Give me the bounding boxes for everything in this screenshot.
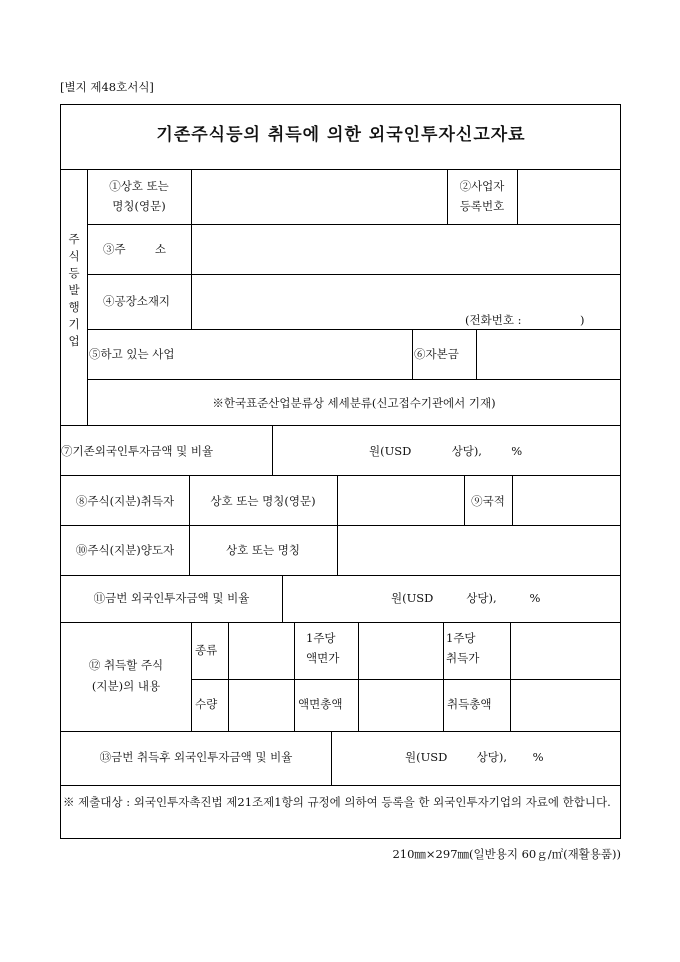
shares-label-2: (지분)의 내용 bbox=[91, 679, 161, 693]
rule-shares-col2 bbox=[228, 622, 229, 731]
nationality-label: ⑨국적 bbox=[471, 494, 505, 508]
acquisition-price-label-2: 취득가 bbox=[446, 651, 480, 665]
rule-row13 bbox=[61, 785, 621, 786]
rule-row8-col2 bbox=[337, 475, 338, 575]
classification-note: ※한국표준산업분류상 세세분류(신고접수기관에서 기재) bbox=[212, 396, 496, 410]
acquirer-label: ⑧주식(지분)취득자 bbox=[75, 494, 175, 508]
acquisition-total-label: 취득총액 bbox=[447, 697, 492, 711]
par-total-label: 액면총액 bbox=[298, 697, 343, 711]
rule-row1 bbox=[87, 224, 621, 225]
transferor-name-label: 상호 또는 명칭 bbox=[226, 543, 300, 557]
address-label: ③주 소 bbox=[103, 242, 166, 256]
rule-shares-mid bbox=[191, 679, 621, 680]
company-name-label: ①상호 또는 bbox=[109, 179, 169, 193]
company-group-label: 주식등발행기업 bbox=[68, 232, 80, 348]
bizno-label-2: 등록번호 bbox=[459, 199, 505, 213]
share-quantity-label: 수량 bbox=[195, 697, 218, 711]
rule-shares-col5 bbox=[443, 622, 444, 731]
paper-spec: 210㎜×297㎜(일반용지 60ｇ/㎡(재활용품)) bbox=[392, 847, 621, 861]
rule-shares-col6 bbox=[510, 622, 511, 731]
rule-shares-col1 bbox=[191, 622, 192, 731]
bizno-label: ②사업자 bbox=[459, 179, 505, 193]
rule-shares-col4 bbox=[358, 622, 359, 731]
after-ratio-label: ⑬금번 취득후 외국인투자금액 및 비율 bbox=[99, 750, 293, 764]
rule-bizno-right bbox=[517, 169, 518, 224]
rule-row8 bbox=[61, 525, 621, 526]
factory-address-label: ④공장소재지 bbox=[103, 294, 171, 308]
rule-row7 bbox=[61, 475, 621, 476]
existing-ratio-label: ⑦기존외국인투자금액 및 비율 bbox=[61, 444, 214, 458]
rule-row2 bbox=[87, 274, 621, 275]
existing-ratio-value: 원(USD 상당), % bbox=[369, 444, 523, 458]
acquisition-price-label: 1주당 bbox=[446, 631, 476, 645]
submission-note: ※ 제출대상 : 외국인투자촉진법 제21조제1항의 규정에 의하여 등록을 한 외국인투자기업의 자료에 한합니다. bbox=[63, 795, 611, 809]
rule-row11 bbox=[61, 622, 621, 623]
current-ratio-value: 원(USD 상당), % bbox=[391, 591, 541, 605]
rule-company-end bbox=[61, 425, 621, 426]
rule-row10 bbox=[61, 575, 621, 576]
rule-row3 bbox=[87, 329, 621, 330]
rule-shares-end bbox=[61, 731, 621, 732]
phone-number-label: (전화번호 : ) bbox=[465, 313, 585, 327]
after-ratio-value: 원(USD 상당), % bbox=[405, 750, 544, 764]
rule-row11-col bbox=[282, 575, 283, 622]
rule-row13-col bbox=[331, 731, 332, 785]
shares-label: ⑫ 취득할 주식 bbox=[88, 658, 164, 672]
company-name-label-2: 명칭(영문) bbox=[112, 199, 166, 213]
report-form bbox=[60, 104, 621, 839]
rule-row8-col4 bbox=[512, 475, 513, 525]
rule-capital-right bbox=[476, 329, 477, 379]
share-kind-label: 종류 bbox=[195, 643, 218, 657]
acquirer-name-label: 상호 또는 명칭(영문) bbox=[210, 494, 316, 508]
rule-shares-col3 bbox=[294, 622, 295, 731]
capital-label: ⑥자본금 bbox=[414, 347, 459, 361]
rule-capital-left bbox=[412, 329, 413, 379]
transferor-label: ⑩주식(지분)양도자 bbox=[75, 543, 175, 557]
rule-row4 bbox=[87, 379, 621, 380]
business-label: ⑤하고 있는 사업 bbox=[89, 347, 175, 361]
form-title: 기존주식등의 취득에 의한 외국인투자신고자료 bbox=[156, 125, 526, 145]
current-ratio-label: ⑪금번 외국인투자금액 및 비율 bbox=[93, 591, 250, 605]
rule-row7-col bbox=[272, 425, 273, 475]
rule-title bbox=[61, 169, 621, 170]
par-value-label-2: 액면가 bbox=[306, 651, 340, 665]
form-number-label: [별지 제48호서식] bbox=[60, 80, 154, 94]
par-value-label: 1주당 bbox=[306, 631, 336, 645]
rule-label-col bbox=[191, 169, 192, 329]
rule-row8-col1 bbox=[189, 475, 190, 575]
